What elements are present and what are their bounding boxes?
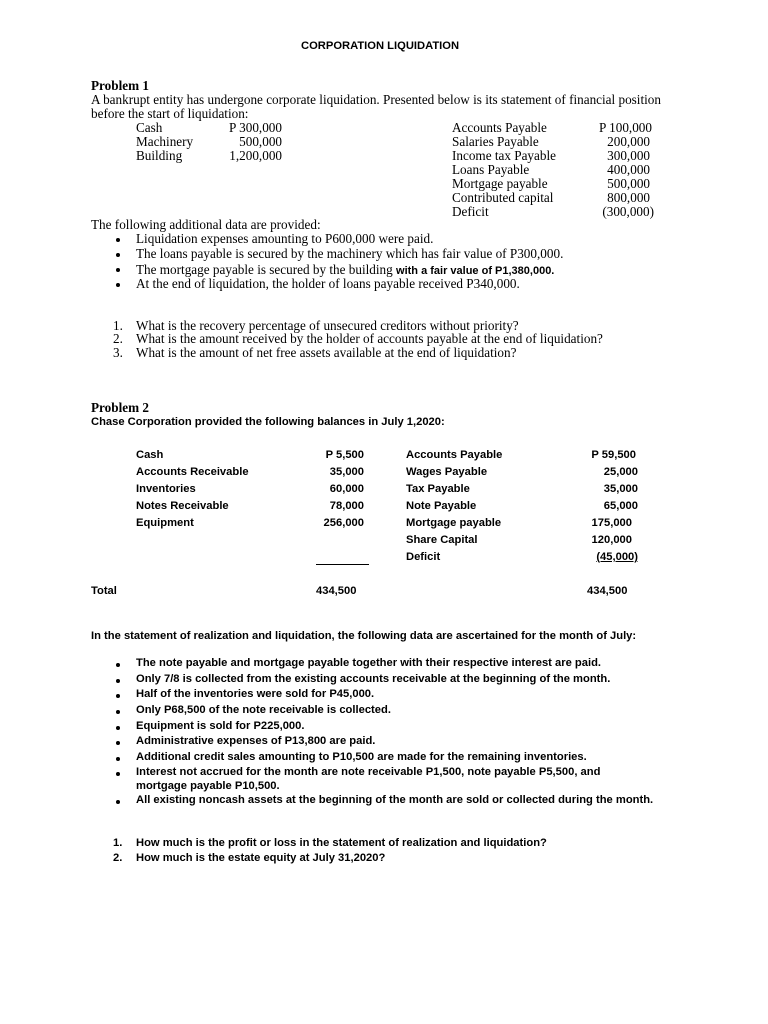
p2-asset-amount: 60,000	[329, 483, 364, 495]
p2-asset-amount: 256,000	[323, 517, 364, 529]
p1-liability-label: Salaries Payable	[452, 134, 539, 149]
problem1-intro-line1: A bankrupt entity has undergone corporate liquidation. Presented below is its statement of financial position	[91, 92, 661, 107]
bullet-dot	[116, 663, 120, 667]
p1-liability-amount: P 100,000	[598, 120, 652, 135]
p2-bullet: Only 7/8 is collected from the existing accounts receivable at the beginning of the month.	[136, 673, 611, 685]
p1-asset-amount: P 300,000	[228, 120, 282, 135]
p1-question-number: 1.	[113, 318, 123, 333]
p2-bullet: Additional credit sales amounting to P10,500 are made for the remaining inventories.	[136, 751, 587, 763]
p2-bullet: All existing noncash assets at the beginning of the month are sold or collected during the month.	[136, 794, 654, 806]
p1-asset-amount: 500,000	[239, 134, 282, 149]
p1-asset-label: Building	[136, 148, 183, 163]
p2-asset-label: Accounts Receivable	[136, 466, 249, 478]
p2-bullet-continuation: mortgage payable P10,500.	[136, 780, 280, 792]
p1-liability-amount: 500,000	[607, 176, 650, 191]
p1-bullet-mortgage-part1: The mortgage payable is secured by the building	[136, 262, 397, 277]
p2-liability-amount: (45,000)	[596, 551, 638, 563]
p1-liability-amount: 400,000	[607, 162, 650, 177]
p2-asset-amount: P 5,500	[325, 449, 364, 461]
page-title: CORPORATION LIQUIDATION	[301, 40, 460, 52]
problem2-intro: Chase Corporation provided the following balances in July 1,2020:	[91, 416, 445, 428]
bullet-dot	[116, 710, 120, 714]
p1-asset-amount: 1,200,000	[229, 148, 282, 163]
bullet-dot	[116, 268, 120, 272]
p1-asset-label: Machinery	[136, 134, 194, 149]
p2-liability-amount: 35,000	[603, 483, 638, 495]
p1-liability-label: Loans Payable	[452, 162, 530, 177]
problem2-heading: Problem 2	[91, 400, 149, 415]
p2-asset-label: Cash	[136, 449, 164, 461]
bullet-dot	[116, 772, 120, 776]
p2-liability-label: Mortgage payable	[406, 517, 502, 529]
p2-liability-label: Deficit	[406, 551, 441, 563]
p2-liability-label: Note Payable	[406, 500, 477, 512]
p2-liability-amount: 65,000	[603, 500, 638, 512]
bullet-dot	[116, 757, 120, 761]
p1-question-number: 2.	[113, 331, 123, 346]
p2-question: How much is the estate equity at July 31,2020?	[136, 852, 386, 864]
p2-asset-label: Inventories	[136, 483, 196, 495]
p1-liability-label: Income tax Payable	[452, 148, 556, 163]
p2-bullet: Half of the inventories were sold for P45,000.	[136, 688, 375, 700]
p1-liability-label: Mortgage payable	[452, 176, 548, 191]
p2-bullet: Equipment is sold for P225,000.	[136, 720, 305, 732]
total-label: Total	[91, 585, 117, 597]
p1-liability-amount: (300,000)	[602, 204, 654, 219]
p2-bullet: Administrative expenses of P13,800 are paid.	[136, 735, 376, 747]
bullet-dot	[116, 741, 120, 745]
p1-liability-label: Contributed capital	[452, 190, 554, 205]
bullet-dot	[116, 283, 120, 287]
p2-liability-label: Tax Payable	[406, 483, 470, 495]
p1-question: What is the recovery percentage of unsecured creditors without priority?	[136, 318, 519, 333]
p2-liability-label: Share Capital	[406, 534, 478, 546]
bullet-dot	[116, 800, 120, 804]
total-liabilities: 434,500	[587, 585, 628, 597]
p1-additional-intro: The following additional data are provided:	[91, 217, 321, 232]
p2-bullet: Interest not accrued for the month are note receivable P1,500, note payable P5,500, and	[136, 766, 601, 778]
p2-liability-amount: 120,000	[591, 534, 632, 546]
bullet-dot	[116, 253, 120, 257]
problem1-heading: Problem 1	[91, 78, 149, 93]
p2-question-number: 1.	[113, 837, 123, 849]
p2-question: How much is the profit or loss in the statement of realization and liquidation?	[136, 837, 547, 849]
p1-bullet-mortgage-part2: with a fair value of P1,380,000.	[396, 265, 555, 277]
p2-bullet: The note payable and mortgage payable together with their respective interest are paid.	[136, 657, 602, 669]
p1-liability-amount: 300,000	[607, 148, 650, 163]
p2-asset-amount: 35,000	[329, 466, 364, 478]
p2-asset-label: Notes Receivable	[136, 500, 229, 512]
bullet-dot	[116, 726, 120, 730]
p2-liability-label: Wages Payable	[406, 466, 488, 478]
bullet-dot	[116, 238, 120, 242]
p2-asset-label: Equipment	[136, 517, 194, 529]
p1-bullet: Liquidation expenses amounting to P600,000 were paid.	[136, 231, 434, 246]
p1-asset-label: Cash	[136, 120, 163, 135]
p1-question-number: 3.	[113, 345, 123, 360]
p1-question: What is the amount of net free assets available at the end of liquidation?	[136, 345, 517, 360]
p2-question-number: 2.	[113, 852, 123, 864]
bullet-dot	[116, 679, 120, 683]
p2-liability-amount: 175,000	[591, 517, 632, 529]
p2-liability-amount: 25,000	[603, 466, 638, 478]
p2-liability-amount: P 59,500	[591, 449, 636, 461]
p1-liability-label: Accounts Payable	[452, 120, 547, 135]
p1-question: What is the amount received by the holder of accounts payable at the end of liquidation?	[136, 331, 603, 346]
problem1-intro-line2: before the start of liquidation:	[91, 106, 249, 121]
p2-asset-amount: 78,000	[329, 500, 364, 512]
subtotal-rule	[316, 564, 369, 565]
p1-bullet: The loans payable is secured by the machinery which has fair value of P300,000.	[136, 246, 564, 261]
realization-intro: In the statement of realization and liquidation, the following data are ascertained for the month of July:	[91, 630, 637, 642]
p1-liability-amount: 200,000	[607, 134, 650, 149]
total-assets: 434,500	[316, 585, 357, 597]
p2-bullet: Only P68,500 of the note receivable is collected.	[136, 704, 391, 716]
p1-liability-amount: 800,000	[607, 190, 650, 205]
p2-liability-label: Accounts Payable	[406, 449, 503, 461]
p1-bullet: At the end of liquidation, the holder of loans payable received P340,000.	[136, 276, 520, 291]
bullet-dot	[116, 694, 120, 698]
p1-liability-label: Deficit	[452, 204, 489, 219]
